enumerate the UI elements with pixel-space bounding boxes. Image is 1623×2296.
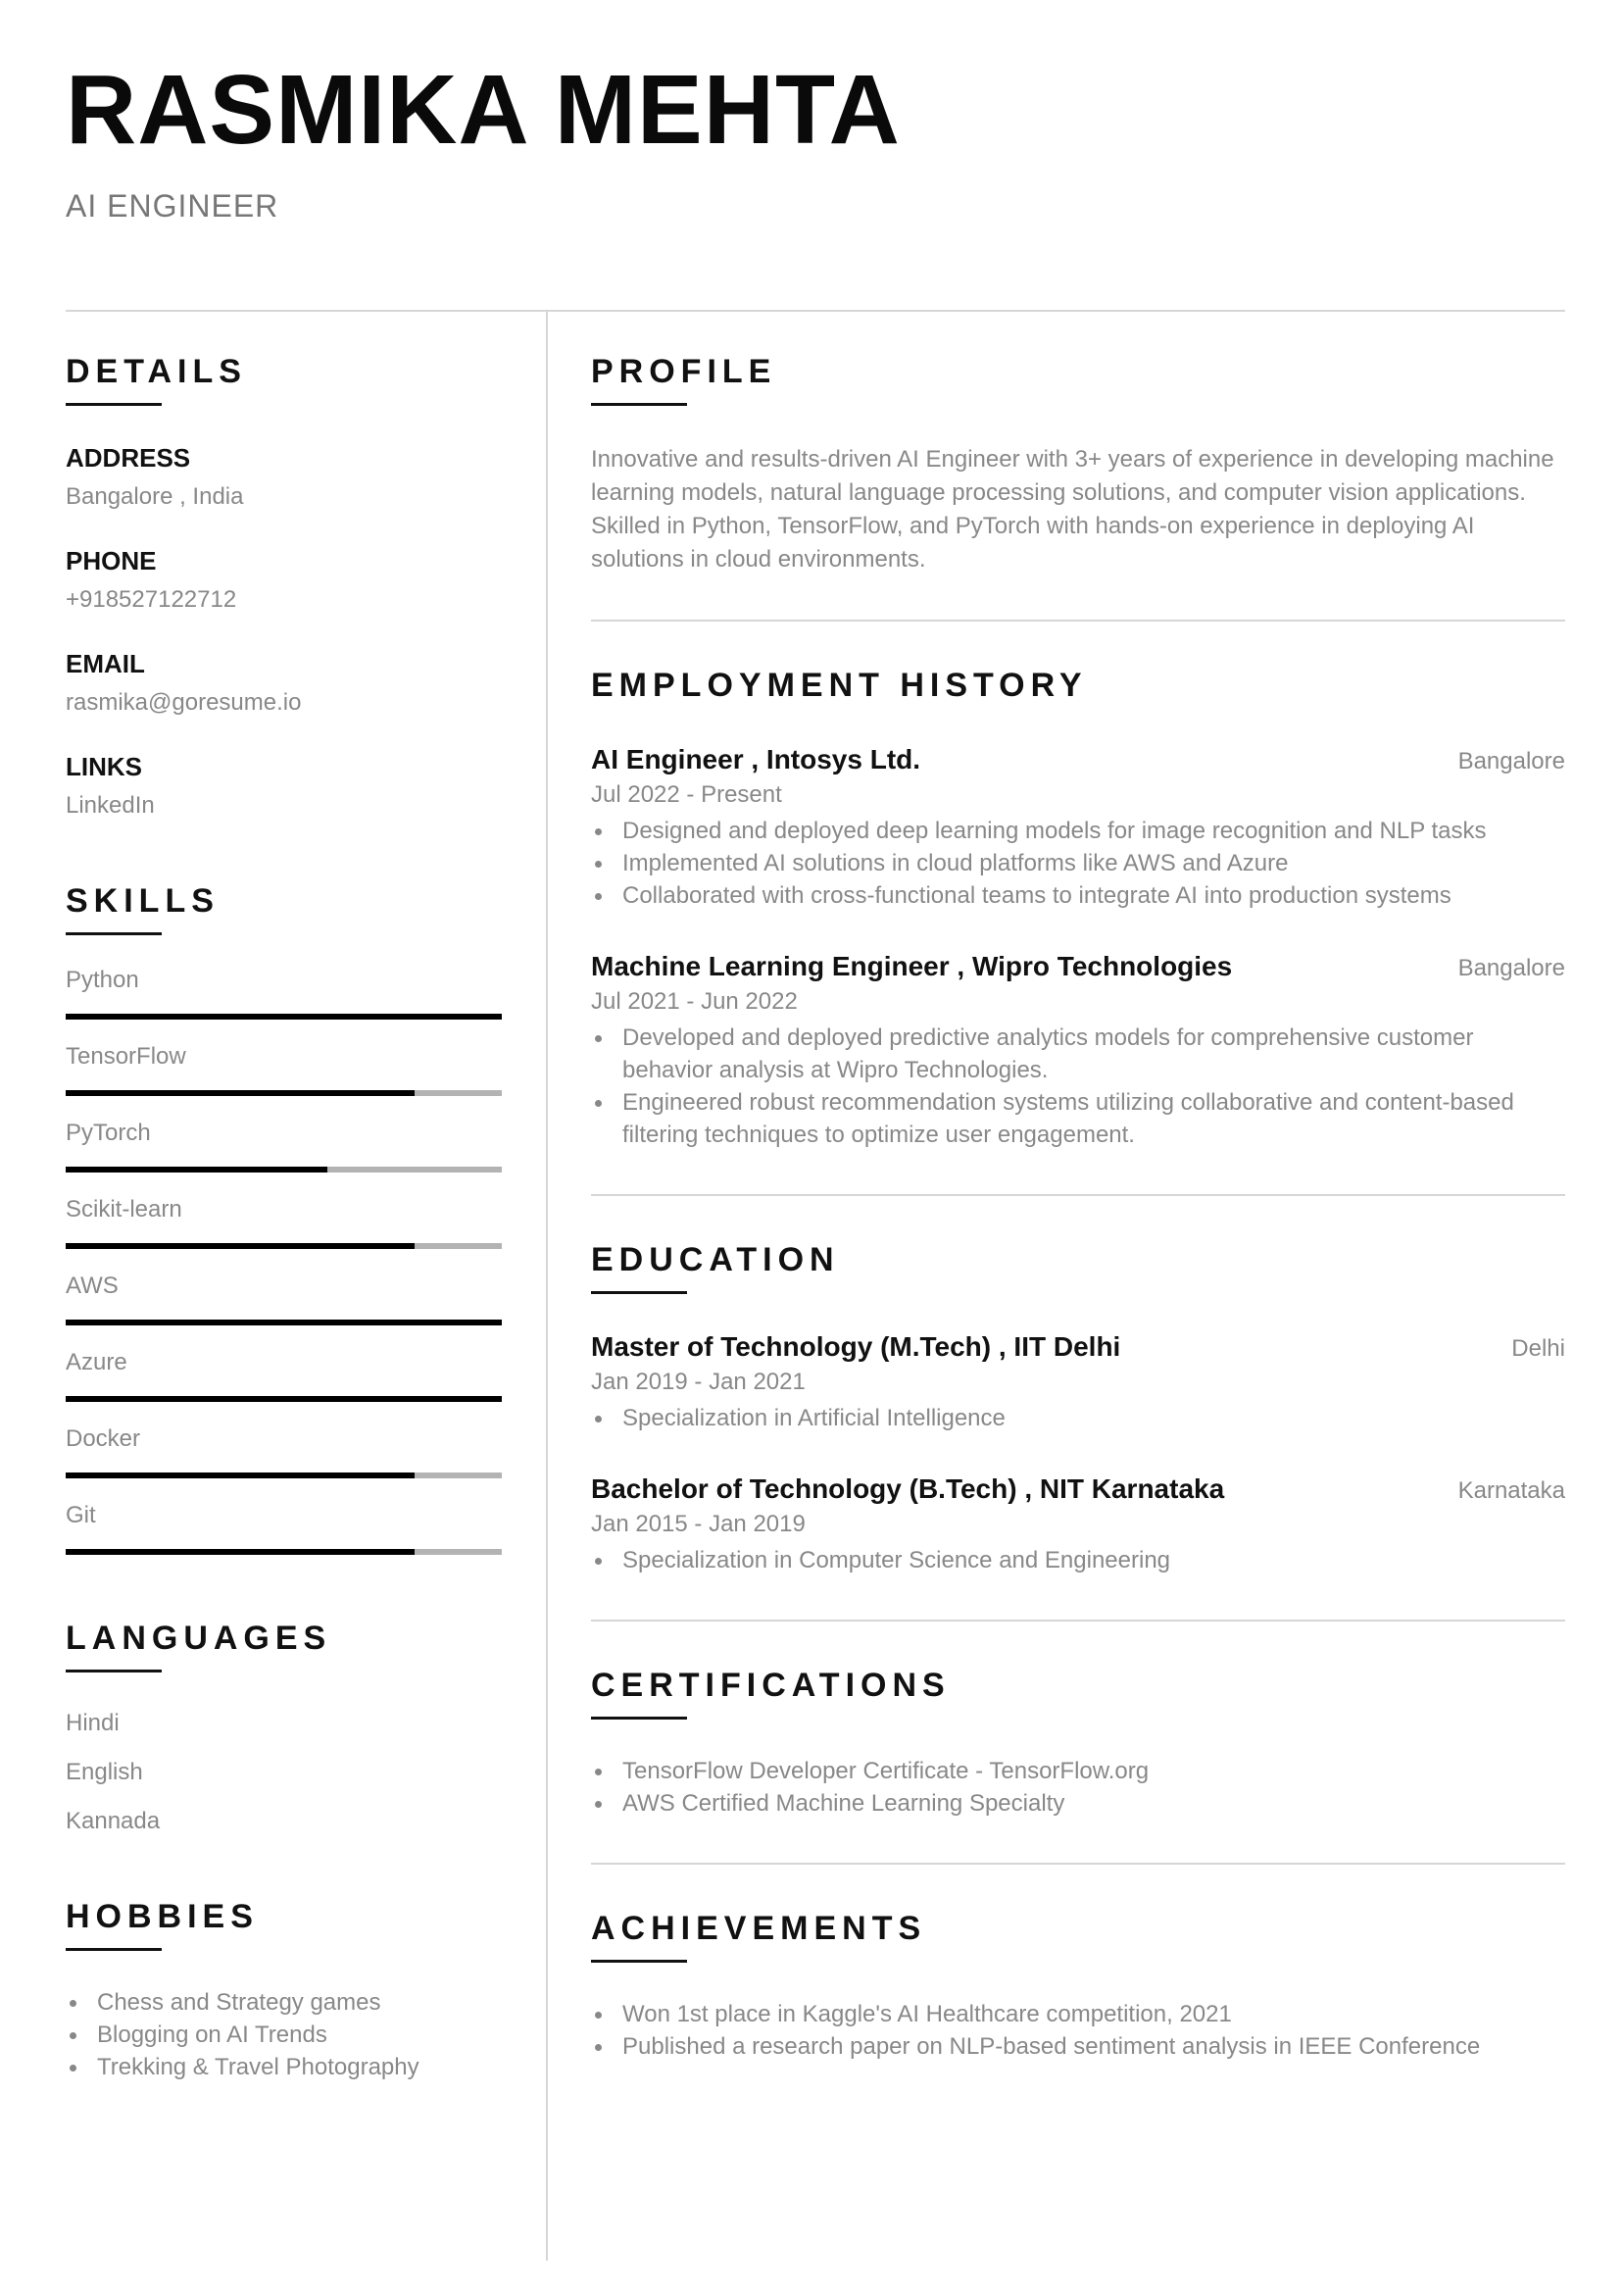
list-item: Specialization in Artificial Intelligence: [591, 1402, 1565, 1434]
list-item: TensorFlow Developer Certificate - TensorFlow.org: [591, 1755, 1565, 1787]
entry-dates: Jul 2022 - Present: [591, 781, 782, 808]
hobbies-section: [66, 1898, 502, 2083]
certifications-section: [591, 1667, 1565, 1820]
education-heading-underline: [591, 1291, 687, 1294]
skill-name: Git: [66, 1502, 96, 1528]
languages-heading-underline: [66, 1670, 162, 1672]
list-item: Designed and deployed deep learning models for image recognition and NLP tasks: [591, 815, 1565, 847]
list-item: AWS Certified Machine Learning Specialty: [591, 1787, 1565, 1820]
skills-heading: SKILLS: [66, 882, 220, 920]
entry-title: Bachelor of Technology (B.Tech) , NIT Karnataka: [591, 1473, 1225, 1504]
section-divider: [591, 1620, 1565, 1622]
skill-level-bar: [66, 1472, 502, 1478]
profile-heading-underline: [591, 403, 687, 406]
list-item: Won 1st place in Kaggle's AI Healthcare competition, 2021: [591, 1998, 1565, 2030]
links-label: LINKS: [66, 752, 142, 781]
entry-header: [591, 1473, 1565, 1505]
header-divider: [66, 310, 1565, 312]
profile-summary: Innovative and results-driven AI Engineer with 3+ years of experience in developing machine learning models, natural language processing solutions, and computer vision applications. Skilled in Python, TensorFlow, and PyTorch with hands-on experience in deploying AI solutions in cloud environments.: [591, 446, 1554, 573]
entry-location: Delhi: [1511, 1335, 1565, 1362]
skill-name: AWS: [66, 1273, 119, 1299]
achievements-heading-underline: [591, 1960, 687, 1963]
skill-item: [66, 1120, 502, 1173]
details-heading-underline: [66, 403, 162, 406]
entry-item: [591, 951, 1565, 1151]
email-label: EMAIL: [66, 649, 145, 678]
languages-heading: LANGUAGES: [66, 1620, 332, 1657]
entry-header: [591, 1331, 1565, 1363]
phone-label: PHONE: [66, 546, 157, 575]
email-link[interactable]: rasmika@goresume.io: [66, 689, 302, 716]
language-item: Hindi: [66, 1710, 120, 1736]
jobs-list: [591, 744, 1565, 1151]
skill-item: [66, 1043, 502, 1096]
entry-bullets: [591, 1402, 1565, 1434]
skill-level-fill: [66, 1243, 415, 1249]
entry-location: Bangalore: [1457, 955, 1565, 981]
skill-item: [66, 1273, 502, 1325]
skills-list: [66, 967, 502, 1555]
details-heading: DETAILS: [66, 353, 247, 390]
section-divider: [591, 1863, 1565, 1865]
skill-level-fill: [66, 1167, 327, 1173]
skills-section: [66, 882, 502, 1555]
list-item: Chess and Strategy games: [66, 1986, 502, 2019]
candidate-name: RASMIKA MEHTA: [66, 55, 901, 165]
list-item: Developed and deployed predictive analytics models for comprehensive customer behavior analysis at Wipro Technologies.: [591, 1022, 1565, 1086]
skill-name: Azure: [66, 1349, 127, 1375]
linkedin-link[interactable]: LinkedIn: [66, 792, 155, 819]
education-heading: EDUCATION: [591, 1241, 840, 1278]
left-column: [66, 353, 502, 2083]
skill-name: PyTorch: [66, 1120, 151, 1146]
skill-name: Docker: [66, 1425, 141, 1452]
hobbies-heading-underline: [66, 1948, 162, 1951]
list-item: Collaborated with cross-functional teams to integrate AI into production systems: [591, 879, 1565, 912]
achievements-heading: ACHIEVEMENTS: [591, 1910, 927, 1947]
skill-name: Python: [66, 967, 139, 993]
skill-item: [66, 967, 502, 1020]
certifications-heading-underline: [591, 1717, 687, 1720]
skill-item: [66, 1502, 502, 1555]
education-section: [591, 1241, 1565, 1576]
list-item: Blogging on AI Trends: [66, 2019, 502, 2051]
skill-level-fill: [66, 1549, 415, 1555]
language-item: Kannada: [66, 1808, 161, 1834]
list-item: Published a research paper on NLP-based sentiment analysis in IEEE Conference: [591, 2030, 1565, 2063]
list-item: Engineered robust recommendation systems utilizing collaborative and content-based filtering techniques to optimize user engagement.: [591, 1086, 1565, 1151]
profile-section: [591, 353, 1565, 576]
achievements-section: [591, 1910, 1565, 2063]
skill-level-bar: [66, 1090, 502, 1096]
entry-title: AI Engineer , Intosys Ltd.: [591, 744, 921, 774]
entry-title: Machine Learning Engineer , Wipro Technologies: [591, 951, 1233, 981]
skill-level-fill: [66, 1472, 415, 1478]
list-item: Implemented AI solutions in cloud platforms like AWS and Azure: [591, 847, 1565, 879]
details-section: [66, 353, 502, 820]
skill-name: Scikit-learn: [66, 1196, 182, 1223]
hobbies-heading: HOBBIES: [66, 1898, 259, 1935]
entry-item: [591, 1473, 1565, 1576]
employment-section: [591, 667, 1565, 1151]
languages-list: [66, 1710, 502, 1835]
address-label: ADDRESS: [66, 443, 191, 473]
employment-heading: EMPLOYMENT HISTORY: [591, 667, 1088, 704]
list-item: Trekking & Travel Photography: [66, 2051, 502, 2083]
language-item: English: [66, 1759, 143, 1785]
skill-item: [66, 1349, 502, 1402]
entry-title: Master of Technology (M.Tech) , IIT Delhi: [591, 1331, 1121, 1362]
job-title: AI ENGINEER: [66, 188, 279, 224]
skill-level-bar: [66, 1243, 502, 1249]
right-column: [591, 353, 1565, 2063]
address-value: Bangalore , India: [66, 483, 244, 510]
skills-heading-underline: [66, 932, 162, 935]
education-list: [591, 1331, 1565, 1576]
entry-header: [591, 951, 1565, 982]
list-item: Specialization in Computer Science and Engineering: [591, 1544, 1565, 1576]
column-divider: [546, 310, 548, 2261]
section-divider: [591, 1194, 1565, 1196]
entry-bullets: [591, 815, 1565, 912]
skill-level-fill: [66, 1320, 502, 1325]
skill-item: [66, 1425, 502, 1478]
entry-location: Bangalore: [1457, 748, 1565, 774]
entry-dates: Jan 2019 - Jan 2021: [591, 1369, 806, 1395]
languages-section: [66, 1620, 502, 1835]
skill-level-fill: [66, 1396, 502, 1402]
skill-level-bar: [66, 1396, 502, 1402]
entry-dates: Jul 2021 - Jun 2022: [591, 988, 798, 1015]
skill-item: [66, 1196, 502, 1249]
section-divider: [591, 620, 1565, 622]
achievements-list: [591, 1998, 1565, 2063]
entry-bullets: [591, 1022, 1565, 1151]
skill-name: TensorFlow: [66, 1043, 186, 1070]
entry-dates: Jan 2015 - Jan 2019: [591, 1511, 806, 1537]
profile-heading: PROFILE: [591, 353, 777, 390]
skill-level-bar: [66, 1549, 502, 1555]
skill-level-bar: [66, 1014, 502, 1020]
entry-item: [591, 744, 1565, 912]
certifications-heading: CERTIFICATIONS: [591, 1667, 951, 1704]
hobbies-list: [66, 1986, 502, 2083]
skill-level-fill: [66, 1090, 415, 1096]
skill-level-bar: [66, 1320, 502, 1325]
entry-location: Karnataka: [1457, 1477, 1565, 1504]
phone-value[interactable]: +918527122712: [66, 586, 237, 613]
entry-bullets: [591, 1544, 1565, 1576]
skill-level-fill: [66, 1014, 502, 1020]
resume-header: [66, 55, 1565, 225]
skill-level-bar: [66, 1167, 502, 1173]
certifications-list: [591, 1755, 1565, 1820]
entry-item: [591, 1331, 1565, 1434]
entry-header: [591, 744, 1565, 775]
